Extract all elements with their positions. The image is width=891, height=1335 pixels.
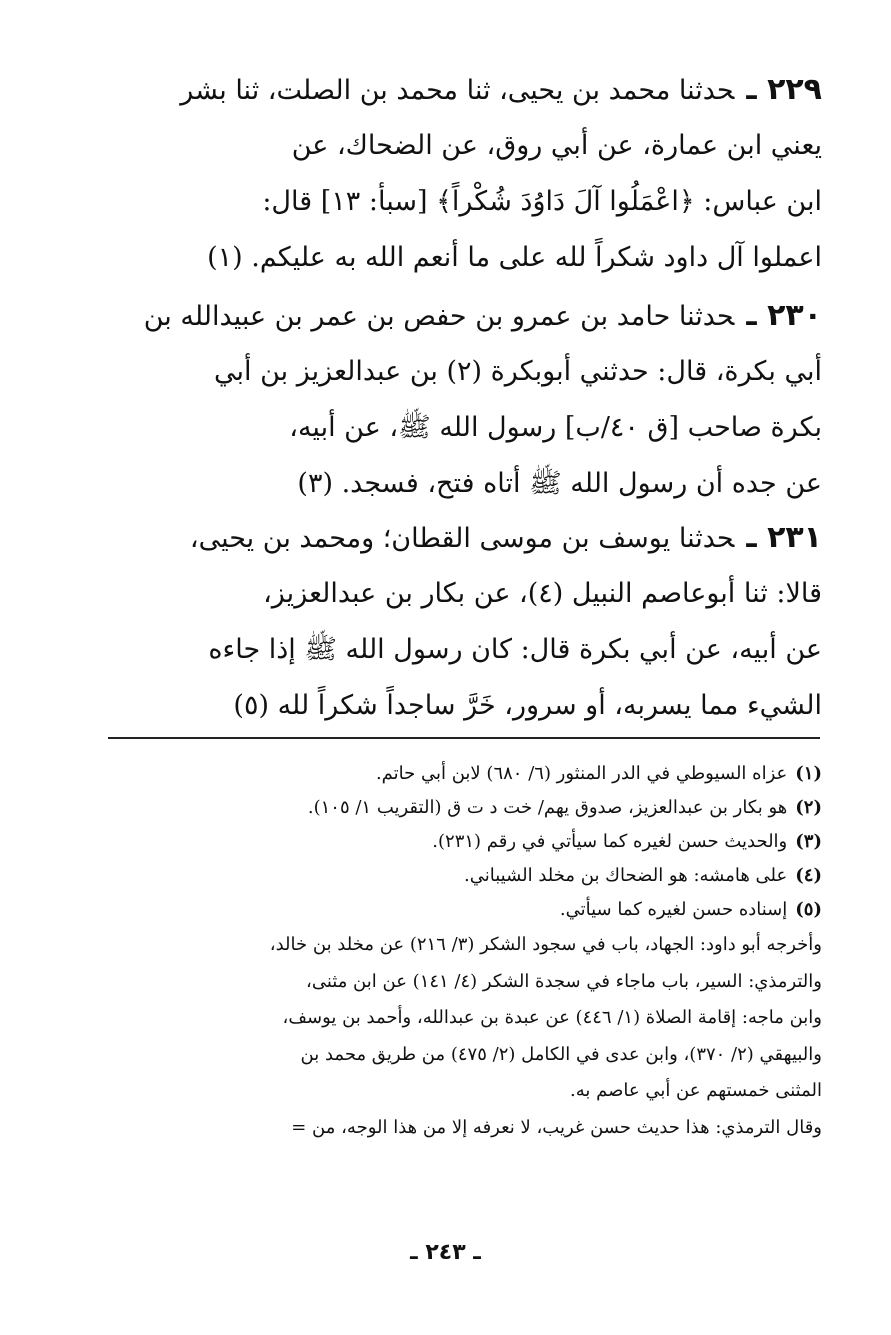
footnote-continuation-line: والترمذي: السير، باب ماجاء في سجدة الشكر (٤/ ١٤١) عن ابن مثنى، [306, 970, 822, 992]
page-number: ـ ٢٤٣ ـ [410, 1240, 481, 1265]
footnote-divider [108, 737, 820, 739]
hadith-line: ٢٣١ ـحدثنا يوسف بن موسى القطان؛ ومحمد بن يحيى، [189, 520, 822, 555]
footnote-4: (٤)على هامشه: هو الضحاك بن مخلد الشيباني. [464, 865, 822, 886]
hadith-number: ٢٣٠ ـ [746, 298, 822, 333]
footnote-continuation-line: وقال الترمذي: هذا حديث حسن غريب، لا نعرفه إلا من هذا الوجه، من = [291, 1116, 822, 1138]
hadith-line: ٢٢٩ ـحدثنا محمد بن يحيى، ثنا محمد بن الصلت، ثنا بشر [180, 72, 822, 107]
hadith-line: يعني ابن عمارة، عن أبي روق، عن الضحاك، عن [291, 130, 822, 161]
footnote-continuation-line: وابن ماجه: إقامة الصلاة (١/ ٤٤٦) عن عبدة بن عبدالله، وأحمد بن يوسف، [282, 1007, 822, 1029]
footnote-3: (٣)والحديث حسن لغيره كما سيأتي في رقم (٢٣١). [432, 831, 822, 852]
hadith-line: عن جده أن رسول الله ﷺ أتاه فتح، فسجد. (٣) [297, 468, 822, 499]
hadith-line: بكرة صاحب [ق ٤٠/ب] رسول الله ﷺ، عن أبيه، [289, 412, 822, 443]
footnote-2: (٢)هو بكار بن عبدالعزيز، صدوق يهم/ خت د ت ق (التقريب ١/ ١٠٥). [307, 797, 822, 818]
footnote-continuation-line: وأخرجه أبو داود: الجهاد، باب في سجود الشكر (٣/ ٢١٦) عن مخلد بن خالد، [269, 934, 822, 955]
hadith-line: ابن عباس: ﴿اعْمَلُوا آلَ دَاوُدَ شُكْراً﴾ [سبأ: ١٣] قال: [262, 186, 822, 217]
hadith-line: قالا: ثنا أبوعاصم النبيل (٤)، عن بكار بن عبدالعزيز، [263, 578, 822, 609]
footnotes [90, 757, 822, 1147]
hadith-230 [92, 288, 822, 512]
hadith-number: ٢٣١ ـ [746, 520, 822, 555]
hadith-number: ٢٢٩ ـ [746, 72, 822, 107]
hadith-line: اعملوا آل داود شكراً لله على ما أنعم الله به عليكم. (١) [207, 242, 822, 273]
footnote-continuation-line: المثنى خمستهم عن أبي عاصم به. [570, 1080, 822, 1102]
footnote-1: (١)عزاه السيوطي في الدر المنثور (٦/ ٦٨٠) لابن أبي حاتم. [375, 763, 822, 784]
hadith-231 [92, 510, 822, 734]
hadith-line: عن أبيه، عن أبي بكرة قال: كان رسول الله ﷺ إذا جاءه [208, 634, 822, 665]
hadith-line: الشيء مما يسربه، أو سرور، خَرَّ ساجداً شكراً لله (٥) [233, 690, 822, 721]
footnote-5: (٥)إسناده حسن لغيره كما سيأتي. [559, 899, 822, 920]
hadith-line: ٢٣٠ ـحدثنا حامد بن عمرو بن حفص بن عمر بن عبيدالله بن [143, 298, 822, 333]
hadith-229 [92, 62, 822, 286]
hadith-line: أبي بكرة، قال: حدثني أبوبكرة (٢) بن عبدالعزيز بن أبي [214, 356, 822, 387]
footnote-continuation-line: والبيهقي (٢/ ٣٧٠)، وابن عدى في الكامل (٢/ ٤٧٥) من طريق محمد بن [300, 1043, 822, 1065]
